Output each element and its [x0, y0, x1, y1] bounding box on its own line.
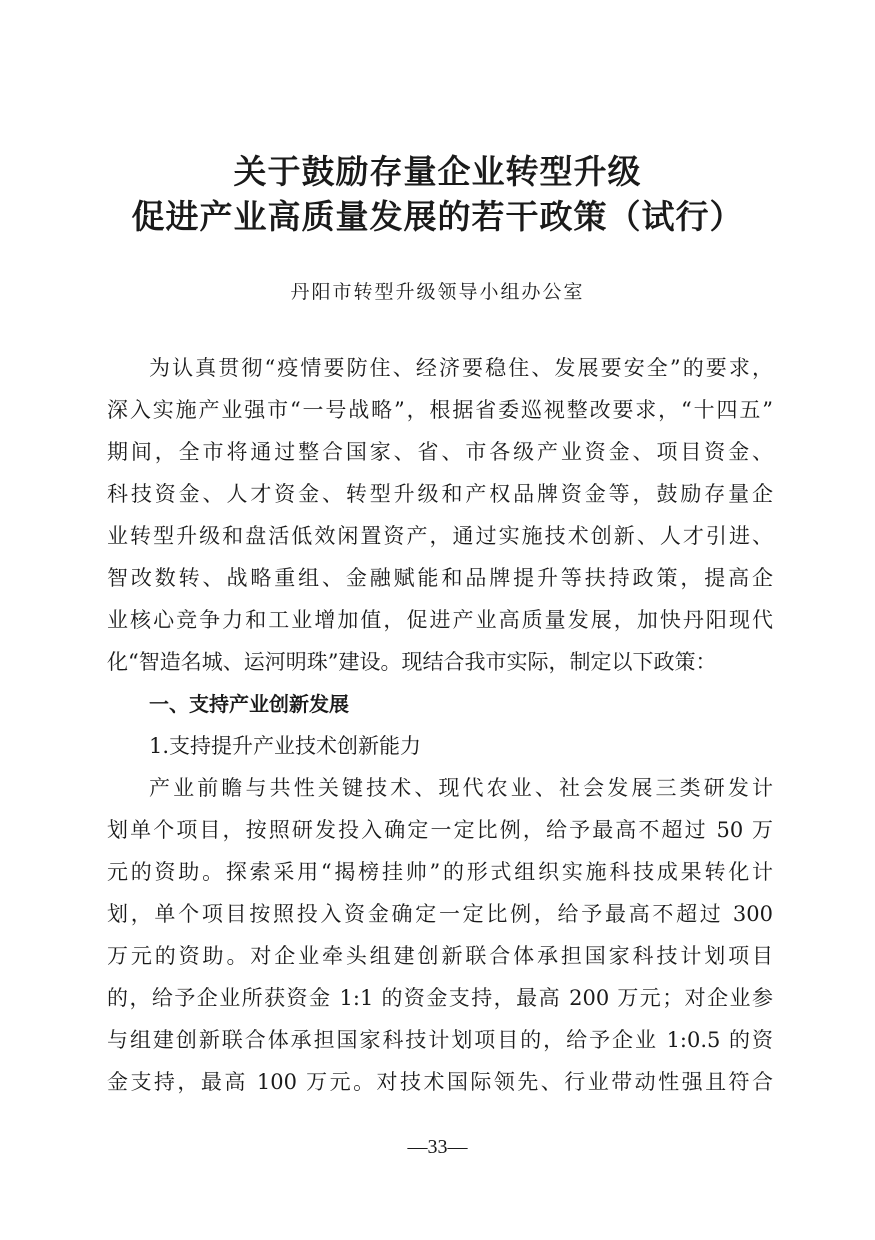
paragraph-line: 化“智造名城、运河明珠”建设。现结合我市实际，制定以下政策：: [107, 650, 717, 674]
paragraph-line: 业转型升级和盘活低效闲置资产，通过实施技术创新、人才引进、: [107, 524, 773, 548]
paragraph-line: 划单个项目，按照研发投入确定一定比例，给予最高不超过 50 万: [107, 818, 773, 842]
paragraph-line: 的，给予企业所获资金 1:1 的资金支持，最高 200 万元；对企业参: [107, 986, 773, 1010]
paragraph-line: 划，单个项目按照投入资金确定一定比例，给予最高不超过 300: [107, 902, 773, 926]
paragraph-line: 业核心竞争力和工业增加值，促进产业高质量发展，加快丹阳现代: [107, 608, 773, 632]
document-title-line-1: 关于鼓励存量企业转型升级: [233, 152, 642, 191]
paragraph-line: 金支持，最高 100 万元。对技术国际领先、行业带动性强且符合: [107, 1070, 773, 1094]
page-number: —33—: [407, 1136, 468, 1158]
paragraph-line: 万元的资助。对企业牵头组建创新联合体承担国家科技计划项目: [107, 944, 773, 968]
item-heading: 1.支持提升产业技术创新能力: [149, 734, 422, 758]
section-heading: 一、支持产业创新发展: [149, 692, 349, 716]
paragraph-line: 产业前瞻与共性关键技术、现代农业、社会发展三类研发计: [149, 776, 773, 800]
paragraph-line: 期间，全市将通过整合国家、省、市各级产业资金、项目资金、: [107, 440, 773, 464]
document-body: [107, 347, 773, 1103]
paragraph-line: 智改数转、战略重组、金融赋能和品牌提升等扶持政策，提高企: [107, 566, 773, 590]
document-title-line-2: 促进产业高质量发展的若干政策（试行）: [131, 197, 744, 236]
paragraph-line: 科技资金、人才资金、转型升级和产权品牌资金等，鼓励存量企: [107, 482, 773, 506]
paragraph-line: 元的资助。探索采用“揭榜挂帅”的形式组织实施科技成果转化计: [107, 860, 773, 884]
paragraph-line: 为认真贯彻“疫情要防住、经济要稳住、发展要安全”的要求，: [149, 356, 773, 380]
paragraph-line: 与组建创新联合体承担国家科技计划项目的，给予企业 1:0.5 的资: [107, 1028, 773, 1052]
paragraph-line: 深入实施产业强市“一号战略”，根据省委巡视整改要求，“十四五”: [107, 398, 773, 422]
issuer-line: 丹阳市转型升级领导小组办公室: [290, 281, 585, 303]
